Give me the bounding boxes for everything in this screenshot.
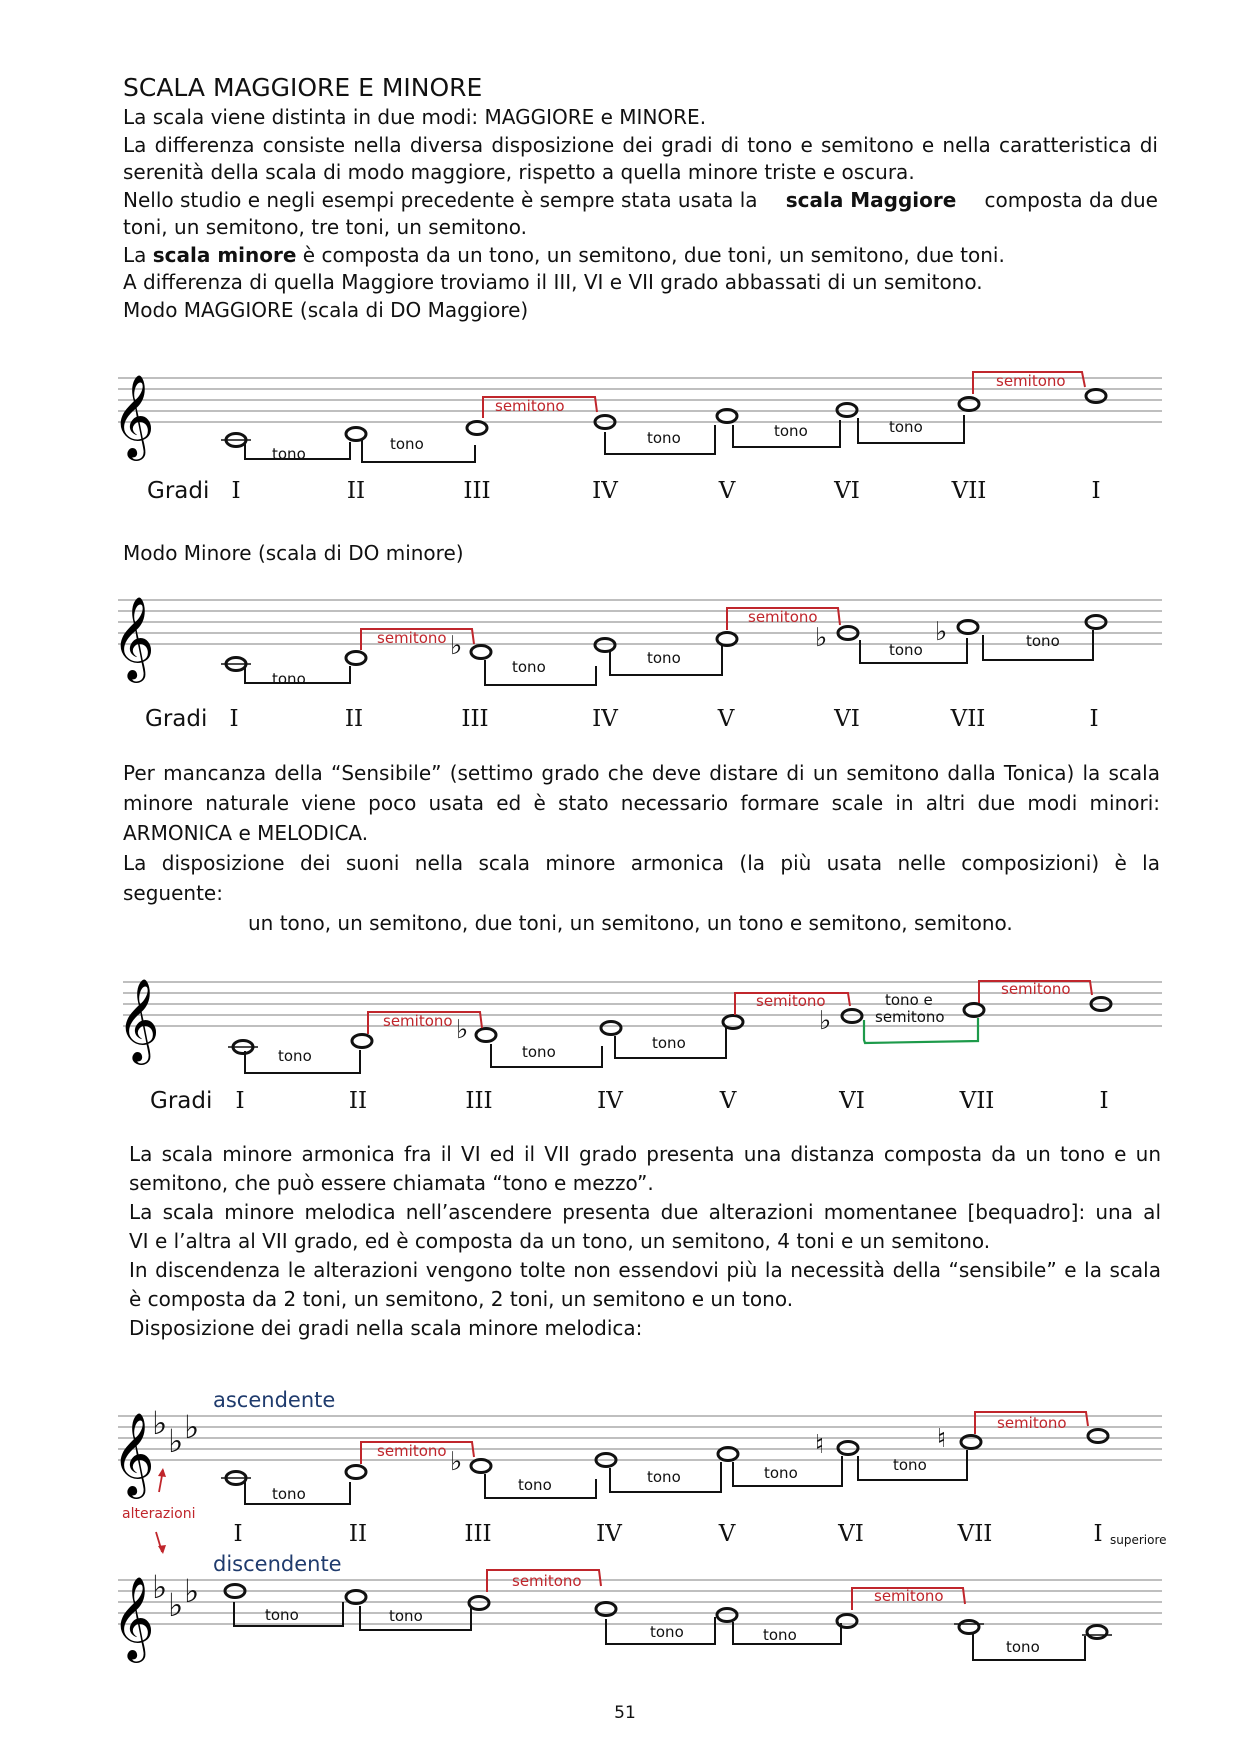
intro-line-6b: è composta da un tono, un semitono, due toni, un semitono, due toni.: [302, 242, 1005, 267]
interval-label-semitone: semitono: [495, 397, 565, 415]
degree: V: [718, 478, 736, 504]
melodic-ascending-stave: [0, 1390, 1250, 1520]
interval-label: tono: [647, 1468, 681, 1486]
interval-label-semitone: semitono: [512, 1572, 582, 1590]
middle-line-3: ARMONICA e MELODICA.: [123, 821, 369, 845]
degree: I: [1091, 478, 1101, 504]
flat-icon: ♭: [935, 617, 948, 647]
degree: VI: [834, 706, 860, 732]
interval-label: tono: [763, 1626, 797, 1644]
intro-line-4b: composta da due: [984, 187, 1158, 212]
intro-line-6: [123, 242, 1005, 270]
interval-label: tono: [889, 641, 923, 659]
intro-bold-major: scala Maggiore: [785, 187, 957, 212]
treble-clef-icon: 𝄞: [112, 1411, 155, 1495]
treble-clef-icon: 𝄞: [112, 595, 155, 679]
key-flat-icon: ♭: [152, 1404, 168, 1442]
discendente-label: discendente: [213, 1552, 342, 1576]
superiore-label: superiore: [1110, 1533, 1167, 1547]
degree: I: [235, 1088, 245, 1114]
interval-label-semitone: semitono: [1001, 980, 1071, 998]
lower-line-4: VI e l’altra al VII grado, ed è composta da un tono, un semitono, 4 toni e un semitono.: [129, 1229, 991, 1253]
key-flat-icon: ♭: [168, 1586, 184, 1624]
interval-label-semitone: semitono: [756, 992, 826, 1010]
intro-line-4a: Nello studio e negli esempi precedente è sempre stata usata la: [123, 187, 758, 212]
degree: IV: [597, 1088, 623, 1114]
degree: IV: [592, 706, 618, 732]
degree: VII: [959, 1088, 995, 1114]
flat-icon: ♭: [450, 631, 463, 661]
middle-line-2: minore naturale viene poco usata ed è stato necessario formare scale in altri due modi minori:: [123, 791, 1160, 815]
treble-clef-icon: 𝄞: [112, 1575, 155, 1659]
interval-label: tono: [272, 670, 306, 688]
degree: VI: [839, 1088, 865, 1114]
interval-label: tono: [647, 649, 681, 667]
interval-label: tono: [774, 422, 808, 440]
interval-label: tono: [265, 1606, 299, 1624]
key-flat-icon: ♭: [152, 1568, 168, 1606]
page-number: 51: [614, 1703, 636, 1723]
intro-line-6a: La: [123, 242, 147, 267]
interval-label: tono: [390, 435, 424, 453]
degree: IV: [592, 478, 618, 504]
degree: III: [465, 1088, 493, 1114]
lower-line-5: In discendenza le alterazioni vengono tolte non essendovi più la necessità della “sensibile” e la scala: [129, 1258, 1161, 1282]
degree: VII: [950, 706, 986, 732]
ascendente-label: ascendente: [213, 1388, 336, 1412]
degree: I: [1099, 1088, 1109, 1114]
alterazioni-label: alterazioni: [122, 1506, 196, 1522]
key-flat-icon: ♭: [184, 1408, 200, 1446]
interval-label: semitono: [875, 1008, 945, 1026]
intro-line-5: toni, un semitono, tre toni, un semitono.: [123, 215, 527, 239]
lower-line-3: La scala minore melodica nell’ascendere presenta due alterazioni momentanee [bequadro]: una al: [129, 1200, 1161, 1224]
gradi-label: Gradi: [147, 478, 210, 504]
interval-label-semitone: semitono: [997, 1414, 1067, 1432]
degree: I: [233, 1521, 243, 1547]
interval-label-semitone: semitono: [996, 372, 1066, 390]
lower-line-6: è composta da 2 toni, un semitono, 2 toni, un semitono e un tono.: [129, 1287, 794, 1311]
flat-icon: ♭: [815, 623, 828, 653]
melodic-descending-stave: [0, 1560, 1250, 1680]
interval-label-semitone: semitono: [748, 608, 818, 626]
interval-label-semitone: semitono: [874, 1587, 944, 1605]
degree: I: [1093, 1521, 1103, 1547]
interval-label: tono: [272, 445, 306, 463]
degree: III: [461, 706, 489, 732]
minor-caption: Modo Minore (scala di DO minore): [123, 541, 464, 565]
flat-icon: ♭: [456, 1015, 469, 1045]
flat-icon: ♭: [819, 1006, 832, 1036]
degree: II: [344, 706, 364, 732]
interval-label: tono: [650, 1623, 684, 1641]
interval-label: tono: [278, 1047, 312, 1065]
interval-label: tono: [652, 1034, 686, 1052]
natural-icon: ♮: [937, 1424, 947, 1454]
intro-line-3: serenità della scala di modo maggiore, rispetto a quella minore triste e oscura.: [123, 160, 915, 184]
treble-clef-icon: 𝄞: [112, 373, 155, 457]
interval-label: tono e: [885, 991, 933, 1009]
degree: III: [464, 1521, 492, 1547]
middle-line-1: Per mancanza della “Sensibile” (settimo grado che deve distare di un semitono dalla Tonica) la scala: [123, 761, 1160, 785]
interval-label: tono: [647, 429, 681, 447]
interval-label: tono: [522, 1043, 556, 1061]
treble-clef-icon: 𝄞: [117, 977, 160, 1061]
degree: II: [348, 1088, 368, 1114]
lower-line-1: La scala minore armonica fra il VI ed il VII grado presenta una distanza composta da un tono e un: [129, 1142, 1161, 1166]
lower-line-2: semitono, che può essere chiamata “tono e mezzo”.: [129, 1171, 654, 1195]
degree: III: [463, 478, 491, 504]
flat-icon: ♭: [450, 1447, 463, 1477]
interval-label: tono: [889, 418, 923, 436]
gradi-label: Gradi: [145, 706, 208, 732]
lower-line-7: Disposizione dei gradi nella scala minore melodica:: [129, 1316, 643, 1340]
degree: VII: [957, 1521, 993, 1547]
degree: V: [717, 706, 735, 732]
middle-line-4: La disposizione dei suoni nella scala minore armonica (la più usata nelle composizioni) è la: [123, 851, 1160, 875]
interval-label: tono: [1006, 1638, 1040, 1656]
interval-label: tono: [389, 1607, 423, 1625]
degree: II: [346, 478, 366, 504]
interval-label: tono: [512, 658, 546, 676]
middle-line-6: un tono, un semitono, due toni, un semitono, un tono e semitono, semitono.: [248, 911, 1013, 935]
degree: I: [229, 706, 239, 732]
interval-label-semitone: semitono: [383, 1012, 453, 1030]
key-flat-icon: ♭: [168, 1422, 184, 1460]
degree: IV: [596, 1521, 622, 1547]
interval-label: tono: [518, 1476, 552, 1494]
key-flat-icon: ♭: [184, 1572, 200, 1610]
interval-label-semitone: semitono: [377, 629, 447, 647]
degree: V: [718, 1521, 736, 1547]
degree: V: [719, 1088, 737, 1114]
degree: I: [231, 478, 241, 504]
intro-line-4: [123, 187, 1158, 215]
degree: VII: [951, 478, 987, 504]
degree: II: [348, 1521, 368, 1547]
intro-line-1: La scala viene distinta in due modi: MAGGIORE e MINORE.: [123, 105, 707, 129]
page-title: SCALA MAGGIORE E MINORE: [123, 73, 483, 102]
degree: VI: [838, 1521, 864, 1547]
interval-label: tono: [272, 1485, 306, 1503]
interval-label: tono: [893, 1456, 927, 1474]
interval-label-semitone: semitono: [377, 1442, 447, 1460]
natural-icon: ♮: [815, 1430, 825, 1460]
degree: VI: [834, 478, 860, 504]
interval-label: tono: [764, 1464, 798, 1482]
major-caption: Modo MAGGIORE (scala di DO Maggiore): [123, 297, 529, 322]
gradi-label: Gradi: [150, 1088, 213, 1114]
middle-line-5: seguente:: [123, 881, 223, 905]
intro-line-7: A differenza di quella Maggiore troviamo il III, VI e VII grado abbassati di un semitono.: [123, 270, 983, 294]
intro-line-2: La differenza consiste nella diversa disposizione dei gradi di tono e semitono e nella caratteristica di: [123, 132, 1158, 157]
degree: I: [1089, 706, 1099, 732]
interval-label: tono: [1026, 632, 1060, 650]
intro-bold-minor: scala minore: [152, 242, 297, 267]
